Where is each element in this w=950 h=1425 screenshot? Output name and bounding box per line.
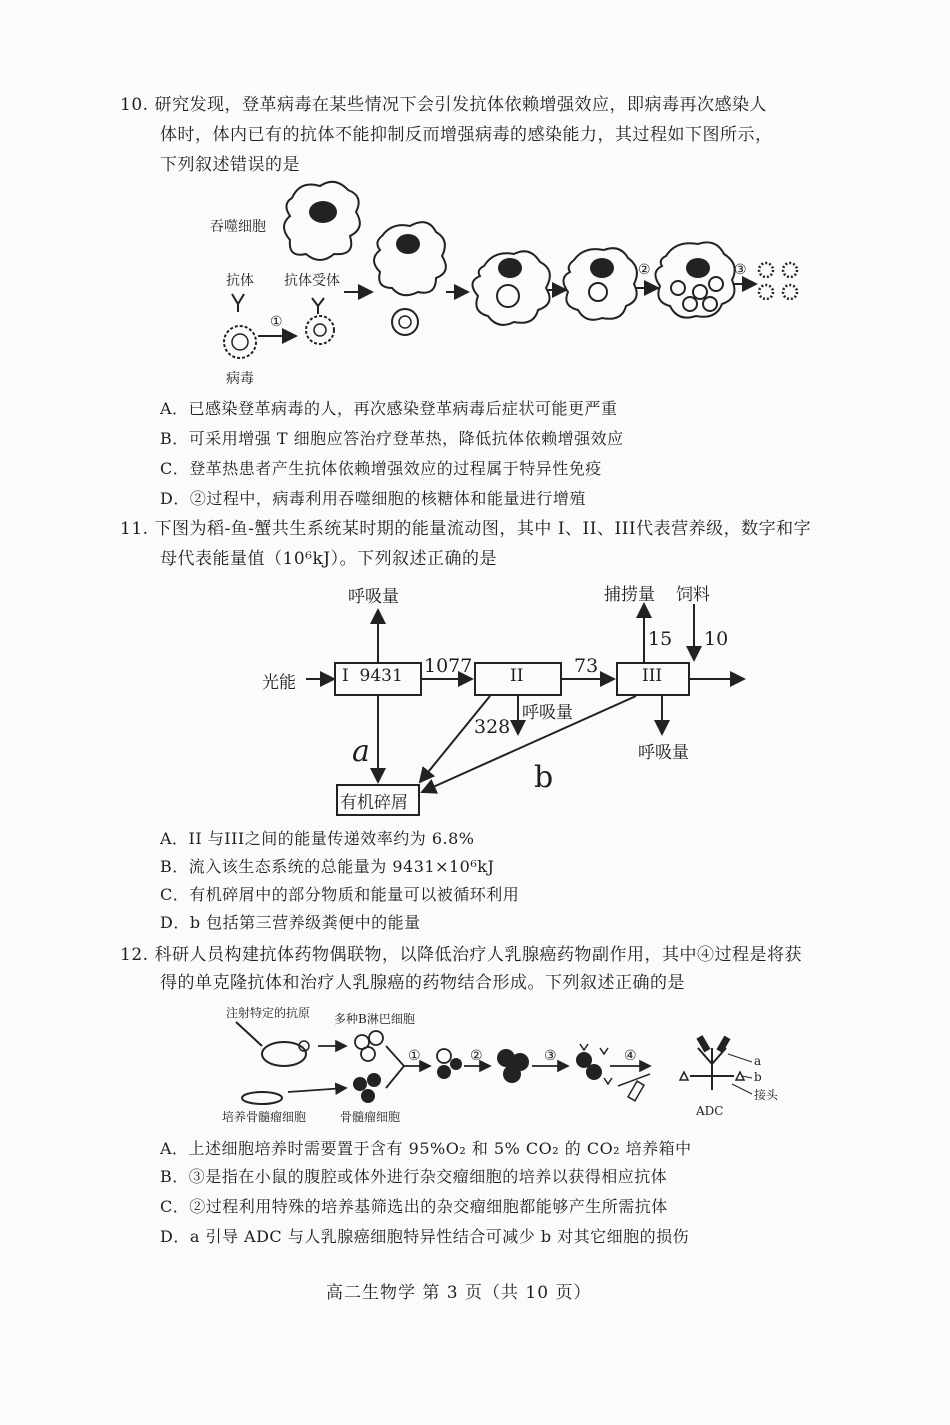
q11-option-c: C．有机碎屑中的部分物质和能量可以被循环利用 xyxy=(160,885,520,904)
value-73: 73 xyxy=(574,655,599,677)
syringe xyxy=(236,1022,262,1046)
catch-label: 捕捞量 xyxy=(604,585,655,605)
culture-myeloma-label: 培养骨髓瘤细胞 xyxy=(222,1110,307,1124)
q12-stem-line2: 得的单克隆抗体和治疗人乳腺癌的药物结合形成。下列叙述正确的是 xyxy=(160,973,685,993)
respiration-1-label: 呼吸量 xyxy=(348,587,399,607)
q10-option-a: A．已感染登革病毒的人，再次感染登革病毒后症状可能更严重 xyxy=(160,399,618,418)
trophic-level-3-label: III xyxy=(642,666,663,686)
value-10: 10 xyxy=(704,628,729,650)
label-antibody: 抗体 xyxy=(226,273,254,289)
adc-b-label: b xyxy=(754,1070,762,1084)
q11-option-b: B．流入该生态系统的总能量为 9431×10⁶kJ xyxy=(160,857,495,876)
label-receptor: 抗体受体 xyxy=(284,273,340,289)
light-energy-label: 光能 xyxy=(262,673,296,693)
feed-label: 饲料 xyxy=(676,585,710,605)
value-328: 328 xyxy=(474,716,511,738)
myeloma-label: 骨髓瘤细胞 xyxy=(340,1110,401,1124)
value-1077: 1077 xyxy=(424,655,473,677)
q12-option-d: D．a 引导 ADC 与人乳腺癌细胞特异性结合可减少 b 对其它细胞的损伤 xyxy=(160,1227,690,1246)
step2-label: ② xyxy=(638,262,651,278)
q10-stem-line2: 体时，体内已有的抗体不能抑制反而增强病毒的感染能力，其过程如下图所示， xyxy=(160,125,773,145)
q11-stem-line2: 母代表能量值（10⁶kJ）。下列叙述正确的是 xyxy=(160,549,498,569)
adc-label: ADC xyxy=(696,1104,724,1118)
step1-label: ① xyxy=(408,1048,421,1064)
trophic-level-1-label: I 9431 xyxy=(342,666,403,686)
respiration-3-label: 呼吸量 xyxy=(638,743,689,763)
culture-dish xyxy=(242,1092,282,1104)
step4-label: ④ xyxy=(624,1048,637,1064)
q11-stem-line1: 11. 下图为稻-鱼-蟹共生系统某时期的能量流动图，其中 I、II、III代表营养级，数字和字 xyxy=(120,519,812,539)
label-b: b xyxy=(534,760,554,795)
value-15: 15 xyxy=(648,628,673,650)
step3-label: ③ xyxy=(544,1048,557,1064)
detritus-label: 有机碎屑 xyxy=(340,793,408,813)
q12-option-b: B．③是指在小鼠的腹腔或体外进行杂交瘤细胞的培养以获得相应抗体 xyxy=(160,1167,668,1186)
q12-option-c: C．②过程利用特殊的培养基筛选出的杂交瘤细胞都能够产生所需抗体 xyxy=(160,1197,668,1216)
label-a: a xyxy=(352,734,370,769)
q12-stem-line1: 12. 科研人员构建抗体药物偶联物，以降低治疗人乳腺癌药物副作用，其中④过程是将获 xyxy=(120,945,802,965)
trophic-level-2-label: II xyxy=(510,666,524,686)
label-phagocyte: 吞噬细胞 xyxy=(210,219,266,235)
q12-option-a: A．上述细胞培养时需要置于含有 95%O₂ 和 5% CO₂ 的 CO₂ 培养箱中 xyxy=(160,1139,692,1158)
adc-a-label: a xyxy=(754,1054,762,1068)
q10-stem-line1: 10. 研究发现，登革病毒在某些情况下会引发抗体依赖增强效应，即病毒再次感染人 xyxy=(120,95,767,115)
step1-label: ① xyxy=(270,314,283,330)
q10-stem-line3: 下列叙述错误的是 xyxy=(160,155,300,175)
b-cells-label: 多种B淋巴细胞 xyxy=(334,1012,415,1026)
step2-label: ② xyxy=(470,1048,483,1064)
label-virus: 病毒 xyxy=(226,371,254,387)
q10-option-d: D．②过程中，病毒利用吞噬细胞的核糖体和能量进行增殖 xyxy=(160,489,586,508)
step3-label: ③ xyxy=(734,262,747,278)
page-footer: 高二生物学 第 3 页（共 10 页） xyxy=(326,1283,592,1303)
inject-antigen-label: 注射特定的抗原 xyxy=(226,1006,311,1020)
adc-joint-label: 接头 xyxy=(754,1088,779,1102)
q11-option-a: A．II 与III之间的能量传递效率约为 6.8% xyxy=(160,829,475,848)
q10-option-b: B．可采用增强 T 细胞应答治疗登革热，降低抗体依赖增强效应 xyxy=(160,429,624,448)
respiration-2-label: 呼吸量 xyxy=(522,703,573,723)
q10-option-c: C．登革热患者产生抗体依赖增强效应的过程属于特异性免疫 xyxy=(160,459,602,478)
q11-option-d: D．b 包括第三营养级粪便中的能量 xyxy=(160,913,421,932)
